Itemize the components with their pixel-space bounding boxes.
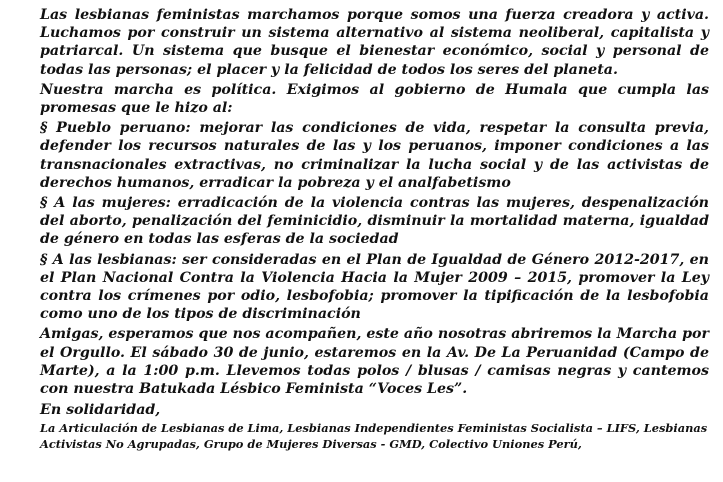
invitation-paragraph: Amigas, esperamos que nos acompañen, este año nosotras abriremos la Marcha por el Orgullo. El sábado 30 de junio, estaremos en la Av. De La Peruanidad (Campo de Marte), a la 1:00 p.m. Llevemos todas polos / blusas / camisas negras y cantemos con nuestra Batukada Lésbico Feminista “Voces Les”. [40,326,709,398]
intro-paragraph: Las lesbianas feministas marchamos porque somos una fuerza creadora y activa. Luchamos por construir un sistema alternativo al sistema neoliberal, capitalista y patriarcal. Un sistema que busque el bienestar económico, social y personal de todas las personas; el placer y la felicidad de todos los seres del planeta. [40,7,709,78]
demand-mujeres: § A las mujeres: erradicación de la violencia contras las mujeres, despenalización del aborto, penalización del feminicidio, disminuir la mortalidad materna, igualdad de género en todas las esferas de la sociedad [40,195,709,248]
demands-intro-paragraph: Nuestra marcha es política. Exigimos al gobierno de Humala que cumpla las promesas que le hizo al: [40,81,709,117]
demand-pueblo-peruano: § Pueblo peruano: mejorar las condiciones de vida, respetar la consulta previa, defender los recursos naturales de las y los peruanos, imponer condiciones a las transnacionales extractivas, no criminalizar la lucha social y de las activistas de derechos humanos, erradicar la pobreza y el analfabetismo [40,120,709,191]
signatories-list: La Articulación de Lesbianas de Lima, Lesbianas Independientes Feministas Socialista – LIFS, Lesbianas Activistas No Agrupadas, Grupo de Mujeres Diversas - GMD, Colectivo Uniones Perú, [40,421,708,452]
demand-lesbianas: § A las lesbianas: ser consideradas en el Plan de Igualdad de Género 2012-2017, en el Plan Nacional Contra la Violencia Hacia la Mujer 2009 – 2015, promover la Ley contra los crímenes por odio, lesbofobia; promover la tipificación de la lesbofobia como uno de los tipos de discriminación [40,251,709,323]
closing-line: En solidaridad, [40,402,161,419]
